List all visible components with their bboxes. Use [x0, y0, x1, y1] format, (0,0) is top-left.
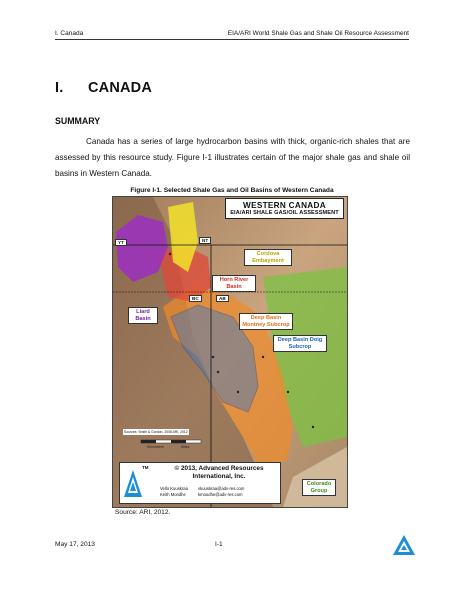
logo-tm: TM: [142, 465, 149, 470]
figure-caption: Figure I-1. Selected Shale Gas and Oil Basins of Western Canada: [130, 187, 334, 194]
figure-source: Source: ARI, 2012.: [115, 509, 171, 516]
city-marker: [237, 391, 239, 393]
map-title: WESTERN CANADA: [243, 201, 326, 210]
logo-names: [160, 486, 188, 498]
scale-bar-segment: [141, 440, 156, 443]
logo-name-1: Vello Kuuskraa: [160, 486, 188, 491]
logo-email-1: vkuuskraa@adv-res.com: [198, 486, 245, 491]
summary-paragraph: Canada has a series of large hydrocarbon basins with thick, organic-rich shales that are assessed by this resource study. Figure I-1 illustrates certain of the major shale gas and shale oil basins in Western Canada.: [55, 137, 410, 178]
scale-kilometers: Kilometers: [147, 445, 164, 449]
city-marker: [212, 356, 214, 358]
map-sources: Sources: Smith & Gordon, 2008 ARI, 2012: [124, 430, 188, 434]
label-liard: Liard Basin: [128, 307, 158, 324]
ari-logo-icon: [123, 469, 143, 499]
tag-yt: YT: [115, 239, 127, 246]
footer-page: I-1: [215, 541, 223, 548]
map-subtitle: EIA/ARI SHALE GAS/OIL ASSESSMENT: [230, 210, 339, 216]
label-deep-doig: Deep Basin Doig Subcrop: [273, 335, 327, 352]
city-marker: [169, 253, 171, 255]
summary-heading: SUMMARY: [55, 116, 101, 126]
city-marker: [287, 391, 289, 393]
scale-miles: Miles: [181, 445, 190, 449]
header-right: EIA/ARI World Shale Gas and Shale Oil Resource Assessment: [227, 30, 409, 37]
label-deep-montney: Deep Basin Montney Subcrop: [239, 313, 293, 330]
tag-ab: AB: [216, 295, 229, 302]
ari-logo-box: [119, 462, 281, 504]
scale-bar-segment: [171, 440, 186, 443]
basin-map: [112, 196, 348, 508]
logo-email-2: kmoodhe@adv-res.com: [198, 492, 243, 497]
label-colorado: Colorado Group: [302, 479, 336, 496]
logo-name-2: Keith Moodhe: [160, 492, 186, 497]
city-marker: [217, 371, 219, 373]
map-graphic: [113, 197, 347, 507]
tag-nt: NT: [199, 237, 211, 244]
map-title-box: [225, 198, 344, 219]
tag-bc: BC: [189, 295, 202, 302]
header-left: I. Canada: [55, 30, 84, 37]
chapter-number: I.: [55, 80, 64, 96]
footer-logo-icon: [391, 528, 417, 562]
footer-date: May 17, 2013: [55, 541, 95, 548]
city-marker: [312, 426, 314, 428]
city-marker: [262, 356, 264, 358]
label-cordova: Cordova Embayment: [244, 249, 292, 266]
logo-emails: [198, 486, 244, 498]
label-horn-river: Horn River Basin: [212, 275, 256, 292]
chapter-name: CANADA: [88, 80, 153, 96]
logo-copyright: © 2013, Advanced Resources International, Inc.: [174, 465, 264, 480]
header-rule: [55, 39, 409, 40]
chapter-title: [55, 80, 152, 96]
